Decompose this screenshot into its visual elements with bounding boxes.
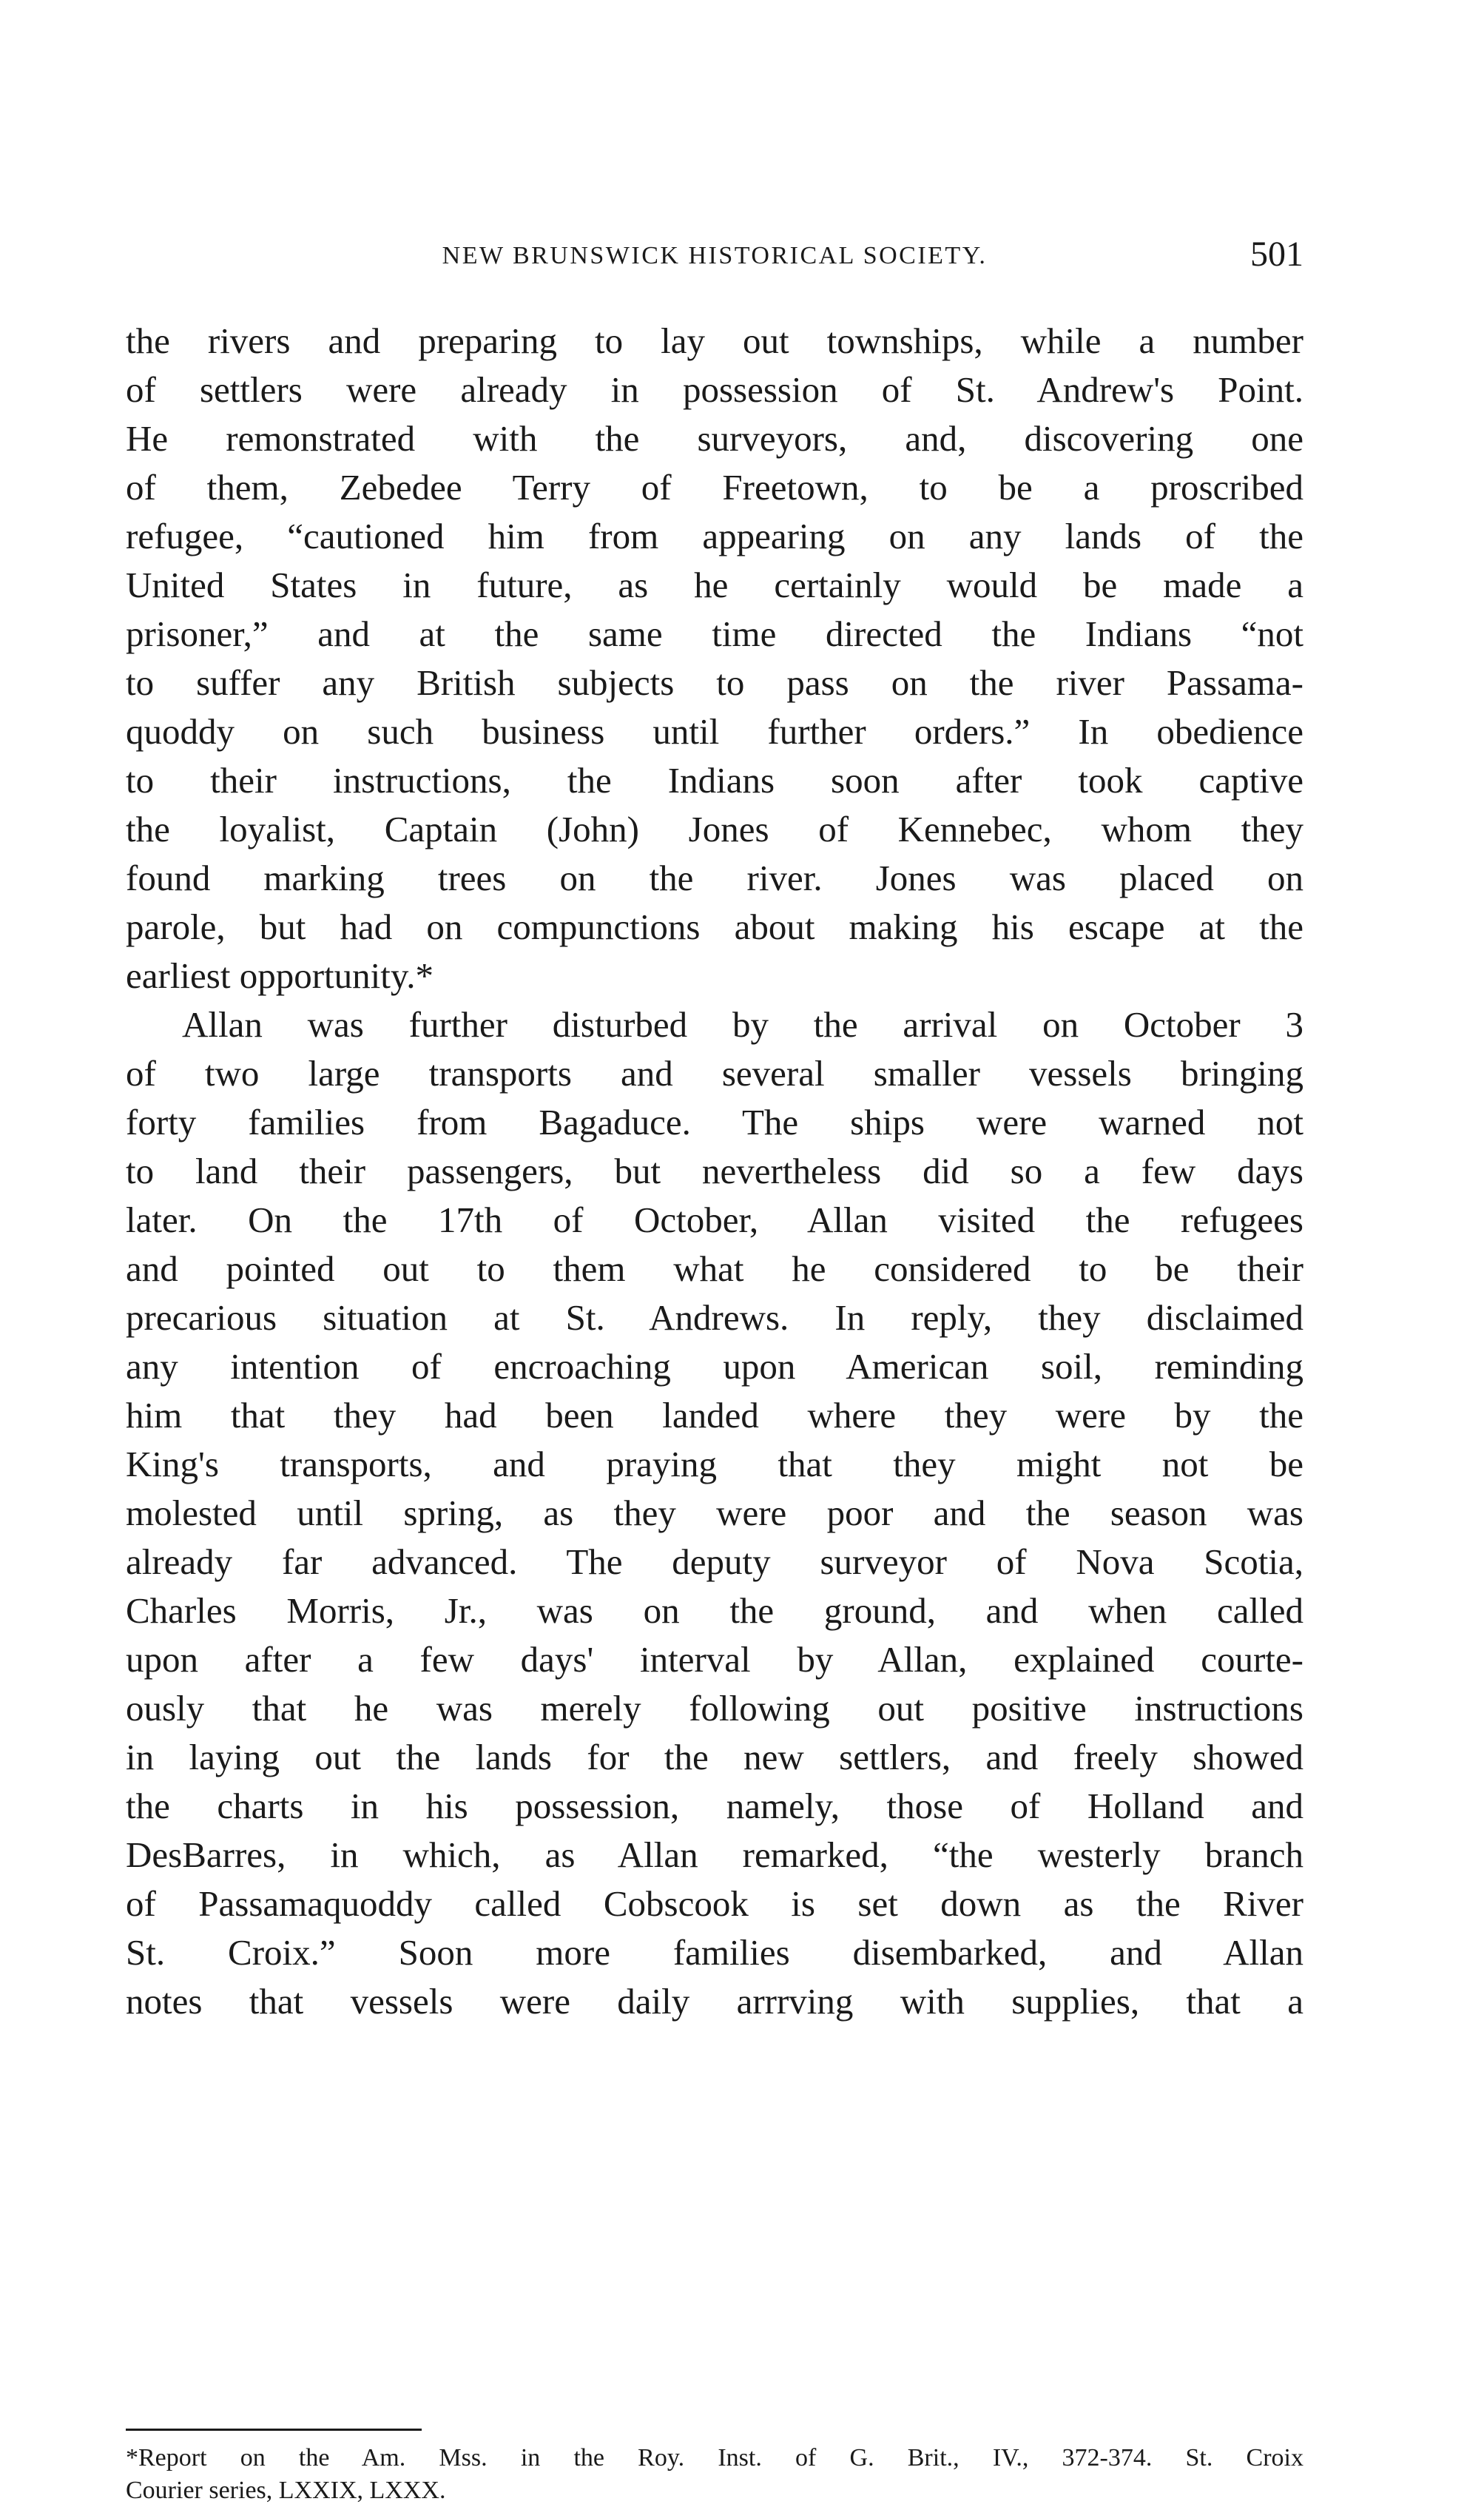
footnote-rule <box>126 2429 422 2431</box>
text-line: to land their passengers, but nevertheless did so a few days <box>126 1151 1303 1191</box>
text-line: any intention of encroaching upon American soil, reminding <box>126 1346 1303 1387</box>
text-line: upon after a few days' interval by Allan, explained courte- <box>126 1639 1303 1680</box>
text-line: the charts in his possession, namely, those of Holland and <box>126 1786 1303 1826</box>
text-line: later. On the 17th of October, Allan visited the refugees <box>126 1199 1303 1240</box>
text-line: of settlers were already in possession of St. Andrew's Point. <box>126 369 1303 410</box>
text-line: forty families from Bagaduce. The ships were warned not <box>126 1102 1303 1143</box>
text-line: United States in future, as he certainly would be made a <box>126 565 1303 605</box>
text-line: of two large transports and several smaller vessels bringing <box>126 1053 1303 1094</box>
text-line: prisoner,” and at the same time directed the Indians “not <box>126 613 1303 654</box>
text-line: to suffer any British subjects to pass on the river Passama- <box>126 662 1303 703</box>
text-line: to their instructions, the Indians soon after took captive <box>126 760 1303 801</box>
text-line: already far advanced. The deputy surveyor of Nova Scotia, <box>126 1541 1303 1582</box>
text-line: DesBarres, in which, as Allan remarked, “the westerly branch <box>126 1834 1303 1875</box>
text-line: him that they had been landed where they were by the <box>126 1395 1303 1436</box>
body-text <box>126 317 1303 2026</box>
text-line: precarious situation at St. Andrews. In reply, they disclaimed <box>126 1297 1303 1338</box>
text-line: ously that he was merely following out positive instructions <box>126 1688 1303 1729</box>
page-header <box>126 237 1303 281</box>
text-line: of Passamaquoddy called Cobscook is set down as the River <box>126 1883 1303 1924</box>
text-line: Charles Morris, Jr., was on the ground, and when called <box>126 1590 1303 1631</box>
text-line: earliest opportunity.* <box>126 955 434 996</box>
text-line: King's transports, and praying that they might not be <box>126 1444 1303 1484</box>
paragraph-2 <box>126 1000 1303 2026</box>
text-line: of them, Zebedee Terry of Freetown, to be a proscribed <box>126 467 1303 508</box>
running-head: NEW BRUNSWICK HISTORICAL SOCIETY. <box>442 242 988 269</box>
paragraph-1 <box>126 317 1303 1000</box>
text-line: the loyalist, Captain (John) Jones of Kennebec, whom they <box>126 809 1303 849</box>
text-line: St. Croix.” Soon more families disembarked, and Allan <box>126 1932 1303 1973</box>
text-line: notes that vessels were daily arrrving with supplies, that a <box>126 1981 1303 2022</box>
page-number: 501 <box>1250 235 1303 274</box>
footnote-line: Courier series, LXXIX, LXXX. <box>126 2477 446 2504</box>
text-line: the rivers and preparing to lay out townships, while a number <box>126 320 1303 361</box>
text-line: molested until spring, as they were poor and the season was <box>126 1493 1303 1533</box>
footnote-line: *Report on the Am. Mss. in the Roy. Inst. of G. Brit., IV., 372-374. St. Croix <box>126 2444 1303 2471</box>
text-line: He remonstrated with the surveyors, and, discovering one <box>126 418 1303 459</box>
text-line: parole, but had on compunctions about making his escape at the <box>126 906 1303 947</box>
text-line: found marking trees on the river. Jones was placed on <box>126 858 1303 898</box>
text-line: Allan was further disturbed by the arrival on October 3 <box>182 1004 1303 1045</box>
text-line: in laying out the lands for the new settlers, and freely showed <box>126 1737 1303 1777</box>
text-line: and pointed out to them what he considered to be their <box>126 1248 1303 1289</box>
text-line: refugee, “cautioned him from appearing on any lands of the <box>126 516 1303 556</box>
text-line: quoddy on such business until further orders.” In obedience <box>126 711 1303 752</box>
footnote <box>126 2442 1303 2507</box>
